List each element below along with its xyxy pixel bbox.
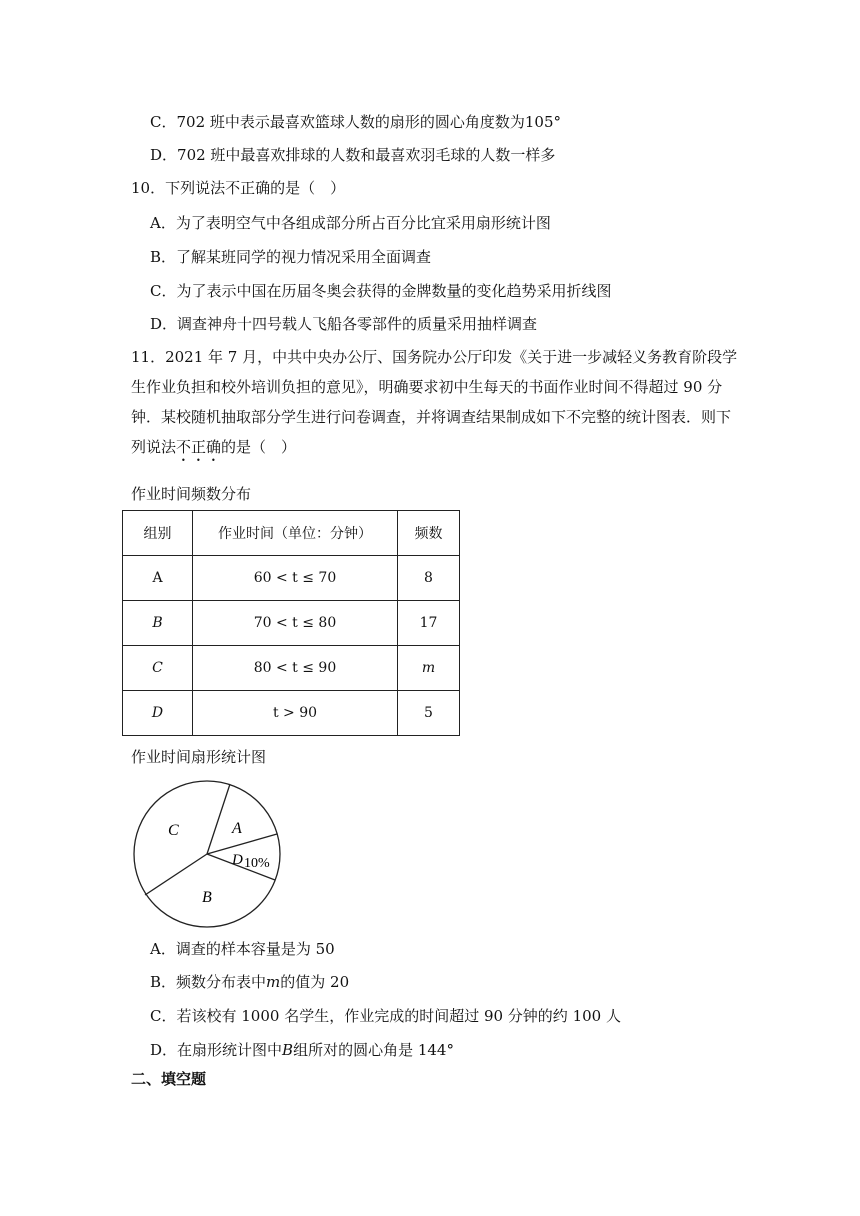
- q9-option-c: C．702 班中表示最喜欢篮球人数的扇形的圆心角度数为105°: [150, 113, 562, 131]
- table-row: [123, 601, 460, 646]
- pie-label-c: C: [168, 822, 179, 839]
- cell-freq: 17: [398, 601, 460, 646]
- q10-option-a: A．为了表明空气中各组成部分所占百分比宜采用扇形统计图: [150, 214, 551, 232]
- q11-option-c: C．若该校有 1000 名学生，作业完成的时间超过 90 分钟的约 100 人: [150, 1007, 621, 1025]
- q11-stem-line-3: 钟．某校随机抽取部分学生进行问卷调查，并将调查结果制成如下不完整的统计图表．则下: [131, 408, 732, 426]
- cell-range: 60 < t ≤ 70: [193, 556, 398, 601]
- q11-option-d-var: B: [282, 1041, 294, 1059]
- table-caption: 作业时间频数分布: [131, 485, 252, 503]
- q10-stem: 10．下列说法不正确的是（ ）: [131, 179, 346, 197]
- q11-option-b-var: m: [266, 973, 281, 991]
- cell-range: 70 < t ≤ 80: [193, 601, 398, 646]
- q11-stem-post: 的是（ ）: [221, 438, 297, 456]
- table-header-row: [123, 511, 460, 556]
- pie-label-a: A: [232, 820, 242, 837]
- cell-freq: m: [398, 646, 460, 691]
- header-time: 作业时间（单位：分钟）: [193, 511, 398, 556]
- cell-freq: 8: [398, 556, 460, 601]
- table-row: [123, 556, 460, 601]
- q9-option-d: D．702 班中最喜欢排球的人数和最喜欢羽毛球的人数一样多: [150, 146, 556, 164]
- cell-group: C: [123, 646, 193, 691]
- cell-group: A: [123, 556, 193, 601]
- cell-group: B: [123, 601, 193, 646]
- q11-stem-line-2: 生作业负担和校外培训负担的意见》，明确要求初中生每天的书面作业时间不得超过 90 分: [131, 378, 723, 396]
- pie-label-d: D: [232, 852, 243, 868]
- pie-caption: 作业时间扇形统计图: [131, 748, 267, 766]
- q11-option-b-post: 的值为 20: [280, 973, 350, 991]
- pie-label-b: B: [202, 889, 212, 906]
- section-heading: 二、填空题: [131, 1070, 207, 1088]
- cell-group: D: [123, 691, 193, 736]
- q11-stem-emphasis: 不正确: [176, 438, 222, 456]
- cell-range: t > 90: [193, 691, 398, 736]
- q11-stem-line-1: 11．2021 年 7 月，中共中央办公厅、国务院办公厅印发《关于进一步减轻义务教育阶段学: [131, 348, 738, 366]
- pie-label-d-percent: 10%: [244, 856, 270, 871]
- table-row: [123, 646, 460, 691]
- cell-range: 80 < t ≤ 90: [193, 646, 398, 691]
- q11-option-a: A．调查的样本容量是为 50: [150, 940, 335, 958]
- cell-freq: 5: [398, 691, 460, 736]
- header-freq: 频数: [398, 511, 460, 556]
- pie-chart: [128, 780, 288, 930]
- q10-option-b: B．了解某班同学的视力情况采用全面调查: [150, 248, 432, 266]
- q11-stem-line-4: [131, 432, 741, 465]
- q10-option-d: D．调查神舟十四号载人飞船各零部件的质量采用抽样调查: [150, 315, 538, 333]
- table-row: [123, 691, 460, 736]
- q11-option-d-post: 组所对的圆心角是 144°: [293, 1041, 454, 1059]
- q11-option-d-pre: D．在扇形统计图中: [150, 1041, 283, 1059]
- q10-option-c: C．为了表示中国在历届冬奥会获得的金牌数量的变化趋势采用折线图: [150, 282, 612, 300]
- header-group: 组别: [123, 511, 193, 556]
- q11-option-b-pre: B．频数分布表中: [150, 973, 267, 991]
- q11-stem-pre: 列说法: [131, 438, 177, 456]
- frequency-table: [122, 510, 460, 736]
- q11-stem: [131, 342, 741, 465]
- q11-option-b: [150, 972, 349, 992]
- q11-option-d: [150, 1040, 454, 1060]
